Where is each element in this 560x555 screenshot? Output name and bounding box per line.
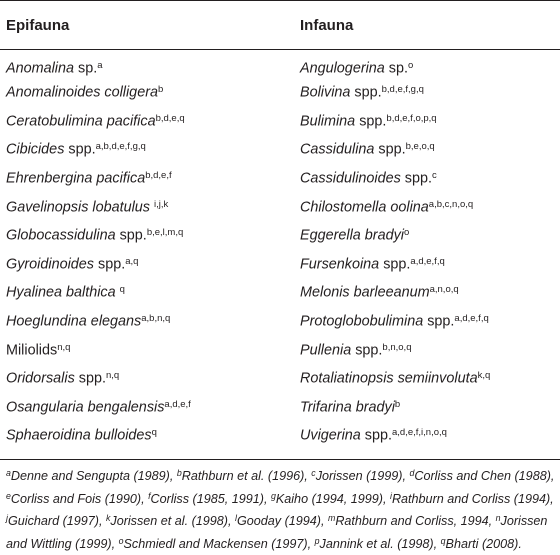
footnote-text: Jorissen (1999), [315,468,410,483]
epifauna-cell [0,107,296,136]
footnote-item [390,492,554,506]
species-suffix: sp. [384,60,409,77]
reference-superscript: k,q [477,370,491,382]
species-name: Bulimina [300,113,356,130]
footnote-text: Rathburn and Corliss, 1994, [335,514,496,529]
epifauna-cell [0,250,296,279]
infauna-cell [296,192,560,221]
reference-superscript: a,b,c,n,o,q [428,198,474,210]
footnote-text: Jorissen and Wittling (1999), [6,514,548,551]
footnotes [6,464,556,555]
table-body [0,50,560,450]
footnote-letter: i [389,490,392,501]
epifauna-cell [0,307,296,336]
footnote-letter: a [6,468,11,478]
infauna-cell [296,393,560,422]
footnote-item [328,514,496,528]
table-row [0,278,560,307]
infauna-cell [296,250,560,279]
reference-superscript: b,e,o,q [405,141,435,153]
species-name: Ceratobulimina pacifica [6,113,156,130]
species-name: Chilostomella oolina [300,198,429,215]
epifauna-cell [0,164,296,193]
footnote-letter: m [327,513,336,524]
header-epifauna: Epifauna [0,1,296,50]
footnote-text: Gooday (1994), [236,514,328,529]
species-name: Anomalina [6,60,74,77]
epifauna-cell [0,135,296,164]
reference-superscript: b,n,o,q [382,341,412,353]
footnote-text: Jorissen et al. (1998), [110,514,235,529]
species-name: Hyalinea balthica [6,284,116,301]
species-suffix: spp. [360,427,392,444]
footnote-text: Corliss (1985, 1991), [150,491,271,506]
table-row [0,250,560,279]
footnote-text: Corliss and Chen (1988), [414,468,555,483]
reference-superscript: i,j,k [154,198,169,210]
infauna-cell [296,135,560,164]
epifauna-cell [0,393,296,422]
species-name: Uvigerina [300,427,361,444]
species-suffix: spp. [94,256,126,273]
species-name: Sphaeroidina bulloides [6,427,152,444]
footnote-letter: d [409,468,415,478]
infauna-cell [296,421,560,450]
species-suffix: spp. [355,113,387,130]
footnote-item [106,514,235,528]
footnote-letter: j [6,513,8,524]
infauna-cell [296,107,560,136]
species-name: Angulogerina [300,60,385,77]
footnote-text: Guichard (1997), [7,514,106,529]
epifauna-cell [0,335,296,364]
species-name: Hoeglundina elegans [6,313,142,330]
table-row [0,421,560,450]
footnote-item [148,492,271,506]
reference-superscript: a,d,e,f,i,n,o,q [392,427,447,439]
footnote-text: Denne and Sengupta (1989), [10,468,177,483]
epifauna-cell [0,278,296,307]
species-suffix: spp. [374,141,406,158]
reference-superscript: q [119,284,125,296]
species-name: Globocassidulina [6,227,116,244]
reference-superscript: n,q [57,341,71,353]
table-row [0,50,560,79]
species-name: Fursenkoina [300,256,380,273]
footnote-letter: f [148,490,151,501]
table-row [0,135,560,164]
species-name: Bolivina [300,84,351,101]
species-name: Cassidulinoides [300,170,401,187]
species-suffix: sp. [74,60,98,77]
infauna-cell [296,364,560,393]
footnote-letter: e [6,490,11,501]
footnote-text: Jannink et al. (1998), [319,536,441,551]
reference-superscript: a,d,e,f,q [454,313,489,324]
epifauna-cell [0,50,296,79]
reference-superscript: a [97,59,103,71]
table-row [0,393,560,422]
epifauna-cell [0,421,296,450]
footnote-item [6,469,177,483]
species-suffix: spp. [350,84,382,101]
footnote-text: Rathburn and Corliss (1994), [391,491,554,506]
species-suffix: spp. [423,313,455,330]
footnote-letter: l [235,513,237,524]
species-suffix: spp. [74,370,106,387]
footnote-item [6,490,151,506]
species-name: Oridorsalis [6,370,75,387]
footnote-letter: p [314,536,320,547]
reference-superscript: a,q [125,255,139,267]
infauna-cell [296,335,560,364]
species-suffix: spp. [64,141,96,158]
infauna-cell [296,221,560,250]
species-name: Gavelinopsis lobatulus [6,198,150,215]
header-row [0,1,560,50]
species-name: Rotaliatinopsis semiinvoluta [300,370,478,387]
species-name: Anomalinoides colligera [6,84,158,101]
footnote-item [311,469,409,483]
reference-superscript: a,n,o,q [429,284,459,296]
species-suffix: spp. [351,341,383,358]
species-name: Protoglobobulimina [300,313,424,330]
reference-superscript: a,b,d,e,f,g,q [95,141,146,153]
reference-superscript: o [404,227,410,239]
table-row [0,107,560,136]
species-name: Melonis barleeanum [300,284,430,301]
table-row [0,164,560,193]
table-row [0,307,560,336]
table-row [0,192,560,221]
reference-superscript: b,d,e,f [145,170,172,182]
species-name: Gyroidinoides [6,256,94,273]
species-name: Ehrenbergina pacifica [6,170,146,187]
species-suffix: spp. [115,227,147,244]
footnote-letter: b [176,468,182,478]
reference-superscript: o [408,59,414,71]
reference-superscript: b,d,e,f,o,p,q [386,112,437,124]
species-name: Cassidulina [300,141,375,158]
infauna-cell [296,50,560,79]
species-name: Eggerella bradyi [300,227,404,244]
footnote-letter: c [311,468,316,478]
species-suffix: Miliolids [6,341,58,358]
reference-superscript: b,d,e,f,g,q [381,84,424,96]
footnote-item [6,514,106,528]
footnote-letter: o [118,536,124,547]
epifauna-cell [0,364,296,393]
species-suffix: spp. [379,256,411,273]
reference-superscript: b [158,84,164,96]
footnote-item [271,492,390,506]
reference-superscript: b,e,l,m,q [146,227,184,239]
footnote-text: Corliss and Fois (1990), [10,491,149,506]
footnote-item [409,469,554,483]
reference-superscript: b [394,398,401,410]
reference-superscript: b,d,e,q [155,112,185,124]
infauna-cell [296,164,560,193]
infauna-cell [296,278,560,307]
species-name: Trifarina bradyi [300,399,395,416]
infauna-cell [296,307,560,336]
epifauna-cell [0,78,296,107]
table-row [0,364,560,393]
table-row [0,78,560,107]
footnote-letter: n [495,513,501,524]
footnote-divider [0,459,560,460]
footnote-text: Kaiho (1994, 1999), [275,491,390,506]
epifauna-cell [0,221,296,250]
reference-superscript: a,b,n,q [141,313,171,324]
reference-superscript: c [432,170,437,182]
infauna-cell [296,78,560,107]
footnote-text: Schmiedl and Mackensen (1997), [123,536,315,551]
epifauna-cell [0,192,296,221]
table-row [0,221,560,250]
reference-superscript: q [151,427,157,439]
footnote-text: Rathburn et al. (1996), [181,468,312,483]
footnote-text: Bharti (2008). [445,536,522,551]
table-row [0,335,560,364]
footnote-letter: q [440,536,446,547]
species-suffix: spp. [400,170,432,187]
footnote-item [235,514,328,528]
species-name: Osangularia bengalensis [6,399,165,416]
footnote-letter: g [270,490,276,501]
footnote-letter: k [105,513,111,524]
reference-superscript: a,d,e,f [164,398,191,410]
reference-superscript: a,d,e,f,q [410,255,445,267]
species-name: Cibicides [6,141,65,158]
footnote-item [177,469,311,483]
species-name: Pullenia [300,341,352,358]
reference-superscript: n,q [105,370,120,382]
header-infauna: Infauna [296,1,560,50]
